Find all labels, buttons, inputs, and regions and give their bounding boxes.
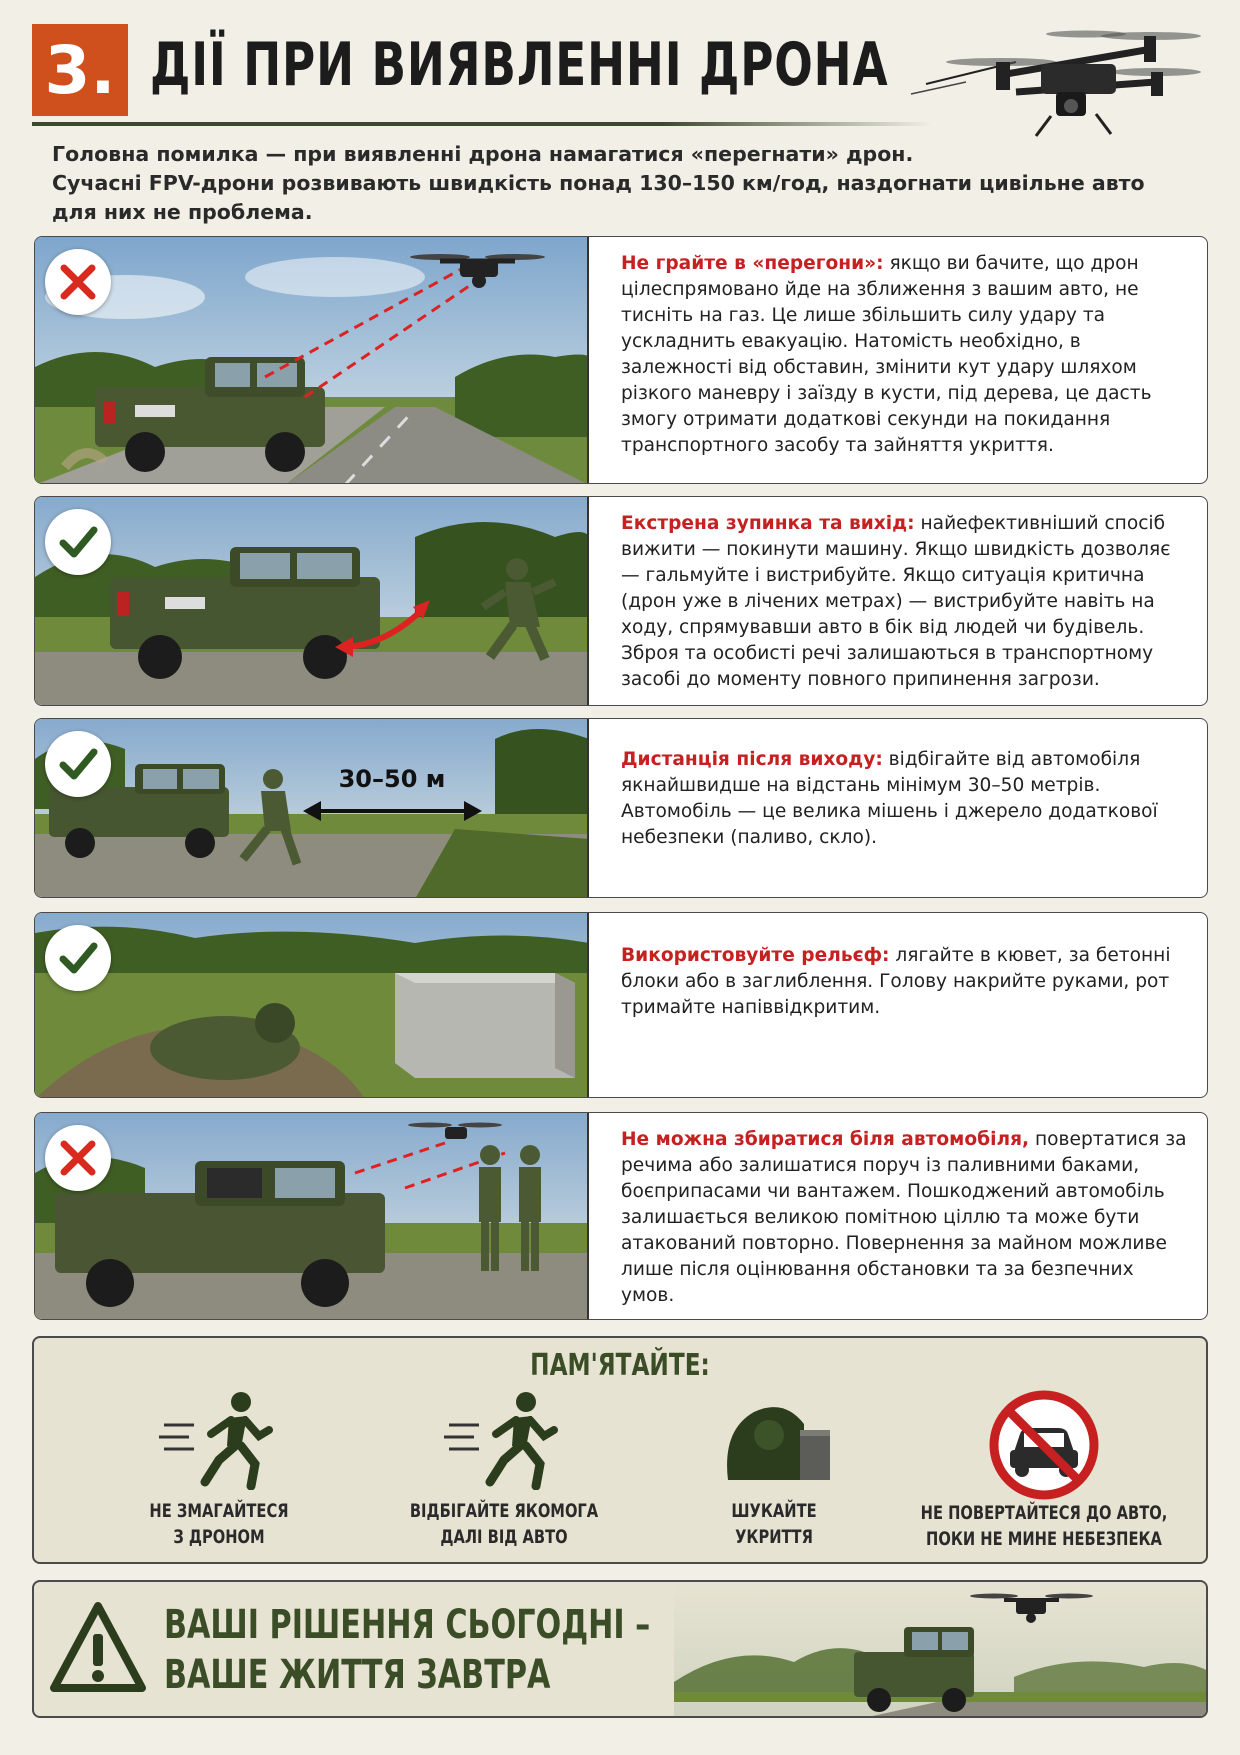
remember-item-no-racing: [94, 1390, 344, 1550]
remember-panel: [32, 1336, 1208, 1564]
red-x-icon: [56, 260, 100, 304]
footer-line-2: ВАШЕ ЖИТТЯ ЗАВТРА: [164, 1652, 551, 1698]
remember-line-1: НЕ ПОВЕРТАЙТЕСЯ ДО АВТО,: [920, 1502, 1168, 1524]
card-no-gathering: [34, 1112, 1208, 1320]
remember-line-2: ПОКИ НЕ МИНЕ НЕБЕЗПЕКА: [926, 1528, 1162, 1550]
title-underline: [32, 122, 932, 126]
card-distance: [34, 718, 1208, 898]
remember-line-2: З ДРОНОМ: [173, 1526, 265, 1548]
remember-item-label: [688, 1498, 860, 1550]
footer-banner: [32, 1580, 1208, 1718]
remember-item-no-return: [894, 1390, 1194, 1552]
exit-vehicle-illustration: [35, 497, 589, 705]
card-text: [621, 511, 1191, 693]
right-badge: [45, 509, 111, 575]
wrong-badge: [45, 249, 111, 315]
green-check-icon: [56, 936, 100, 980]
red-x-icon: [56, 1136, 100, 1180]
card-body: лягайте в кювет, за бетонні блоки або в заглиблення. Голову накрийте руками, рот тримайте напіввідкритим.: [621, 945, 1171, 1018]
remember-line-1: ВІДБІГАЙТЕ ЯКОМОГА: [409, 1500, 599, 1522]
card-body: найефективніший спосіб вижити — покинути машину. Якщо швидкість дозволяє — гальмуйте і вистрибуйте. Якщо ситуація критична (дрон уже в лічених метрах) — вистрибуйте навіть на ходу, спрямувавши авто в бік від людей чи будівель. Зброя та особисті речі залишаються в транспортному засобі до моменту повного припинення загрози.: [621, 513, 1171, 690]
scene-take-cover: [35, 913, 589, 1097]
green-check-icon: [56, 520, 100, 564]
intro: [52, 140, 1202, 227]
remember-item-cover: [674, 1390, 874, 1550]
running-person-icon: [159, 1390, 279, 1490]
remember-line-1: НЕ ЗМАГАЙТЕСЯ: [149, 1500, 289, 1522]
card-emergency-stop: [34, 496, 1208, 706]
intro-line-1: Головна помилка — при виявленні дрона намагатися «перегнати» дрон.: [52, 142, 914, 166]
no-car-icon: [984, 1390, 1104, 1500]
remember-title: ПАМ'ЯТАЙТЕ:: [530, 1348, 710, 1383]
header: [32, 24, 1212, 124]
right-badge: [45, 731, 111, 797]
card-lead: Не можна збиратися біля автомобіля,: [621, 1129, 1030, 1150]
remember-item-label: [112, 1498, 327, 1550]
card-text: [621, 747, 1191, 851]
card-lead: Екстрена зупинка та вихід:: [621, 513, 915, 534]
warning-triangle-icon: [48, 1598, 148, 1698]
card-body: повертатися за речима або залишатися поруч із паливними баками, боєприпасами чи вантажем. Пошкоджений автомобіль залишається великою помітною ціллю та може бути атакований повторно. Повернення за майном можливе лише після оцінювання обстановки та за безпечних умов.: [621, 1129, 1187, 1306]
card-body: якщо ви бачите, що дрон цілеспрямовано йде на зближення з вашим авто, не тисніть на газ. Це лише збільшить силу удару та ускладнить евакуацію. Натомість необхідно, в залежності від обставин, змінити кут удару шляхом різкого маневру і заїзду в кусти, під дерева, це дасть змогу отримати додаткові секунди на покидання транспортного засобу та зайняття укриття.: [621, 253, 1152, 456]
remember-line-2: УКРИТТЯ: [735, 1526, 813, 1548]
distance-illustration: [35, 719, 589, 897]
take-cover-illustration: [35, 913, 589, 1097]
footer-illustration: [674, 1582, 1208, 1718]
intro-line-2: Сучасні FPV-дрони розвивають швидкість понад 130–150 км/год, наздогнати цивільне авто: [52, 171, 1145, 195]
section-number: 3.: [32, 24, 128, 116]
remember-item-run-away: [364, 1390, 644, 1550]
card-terrain: [34, 912, 1208, 1098]
running-person-icon: [444, 1390, 564, 1490]
card-lead: Дистанція після виходу:: [621, 749, 883, 770]
remember-item-label: [384, 1498, 625, 1550]
card-lead: Використовуйте рельєф:: [621, 945, 890, 966]
scene-distance: [35, 719, 589, 897]
card-body: відбігайте від автомобіля якнайшвидше на відстань мінімум 30–50 метрів. Автомобіль — це велика мішень і джерело додаткової небезпеки (паливо, скло).: [621, 749, 1158, 848]
card-no-racing: [34, 236, 1208, 484]
remember-line-1: ШУКАЙТЕ: [731, 1500, 817, 1522]
card-text: [621, 943, 1191, 1021]
remember-line-2: ДАЛІ ВІД АВТО: [440, 1526, 568, 1548]
scene-exit-vehicle: [35, 497, 589, 705]
concrete-block: [395, 973, 575, 1078]
footer-slogan: [164, 1600, 650, 1700]
car-chase-illustration: [35, 237, 589, 483]
page-title: ДІЇ ПРИ ВИЯВЛЕННІ ДРОНА: [150, 30, 889, 100]
wrong-badge: [45, 1125, 111, 1191]
green-check-icon: [56, 742, 100, 786]
scene-damaged-vehicle: [35, 1113, 589, 1319]
card-text: [621, 251, 1191, 459]
scene-car-chase: [35, 237, 589, 483]
right-badge: [45, 925, 111, 991]
intro-line-3: для них не проблема.: [52, 200, 313, 224]
card-lead: Не грайте в «перегони»:: [621, 253, 884, 274]
footer-line-1: ВАШІ РІШЕННЯ СЬОГОДНІ –: [164, 1602, 651, 1648]
drone-icon: [906, 14, 1206, 144]
damaged-vehicle-illustration: [35, 1113, 589, 1319]
take-cover-icon: [714, 1390, 834, 1490]
distance-label: 30–50 м: [338, 765, 446, 793]
remember-item-label: [915, 1500, 1173, 1552]
card-text: [621, 1127, 1191, 1309]
